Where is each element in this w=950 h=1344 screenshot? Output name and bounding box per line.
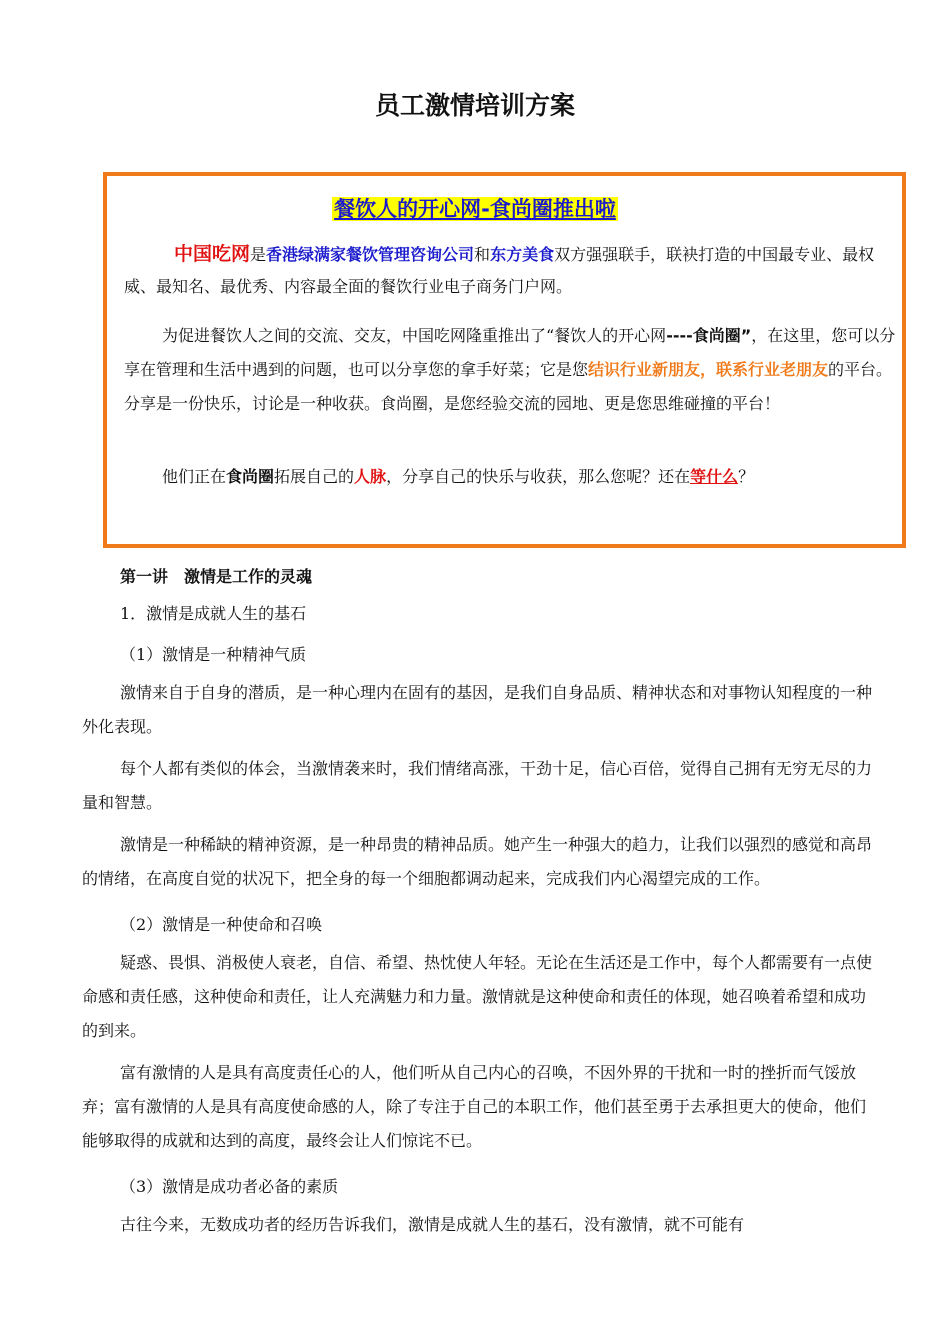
document-title: 员工激情培训方案 <box>374 91 575 120</box>
lecture-heading: 第一讲 激情是工作的灵魂 <box>120 567 313 586</box>
promo-paragraph-3: 他们正在食尚圈拓展自己的人脉，分享自己的快乐与收获，那么您呢？还在等什么？ <box>162 467 755 486</box>
promo-highlight: 结识行业新朋友，联系行业老朋友 <box>588 360 829 379</box>
subsection-heading: （3）激情是成功者必备的素质 <box>120 1177 339 1196</box>
paragraph: 激情是一种稀缺的精神资源，是一种昂贵的精神品质。她产生一种强大的趋力，让我们以强烈的感觉和高昂的情绪，在高度自觉的状况下，把全身的每一个细胞都调动起来，完成我们内心渴望完成的工作。 <box>82 835 873 888</box>
promo-keyword: 人脉 <box>354 467 387 486</box>
paragraph: 每个人都有类似的体会，当激情袭来时，我们情绪高涨，干劲十足，信心百倍，觉得自己拥有无穷无尽的力量和智慧。 <box>82 759 873 812</box>
promo-paragraph-2: 为促进餐饮人之间的交流、交友，中国吃网隆重推出了“餐饮人的开心网----食尚圈”，在这里，您可以分享在管理和生活中遇到的问题，也可以分享您的拿手好菜；它是您结识行业新朋友，联系行业老朋友的平台。分享是一份快乐，讨论是一种收获。食尚圈，是您经验交流的园地、更是您思维碰撞的平台！ <box>124 326 896 413</box>
promo-body <box>103 172 906 548</box>
paragraph: 富有激情的人是具有高度责任心的人，他们听从自己内心的召唤，不因外界的干扰和一时的挫折而气馁放弃；富有激情的人是具有高度使命感的人，除了专注于自己的本职工作，他们甚至勇于去承担更大的使命，他们能够取得的成就和达到的高度，最终会让人们惊诧不已。 <box>82 1063 867 1150</box>
promo-site-name-2: 食尚圈 <box>226 467 275 486</box>
partner-name-2: 东方美食 <box>490 245 555 264</box>
paragraph: 古往今来，无数成功者的经历告诉我们，激情是成就人生的基石，没有激情，就不可能有 <box>120 1215 745 1234</box>
document-body <box>82 560 872 1250</box>
partner-name-1: 香港绿满家餐饮管理咨询公司 <box>266 245 475 264</box>
promo-headline-link[interactable]: 餐饮人的开心网-食尚圈推出啦 <box>334 197 616 221</box>
brand-name: 中国吃网 <box>174 243 251 265</box>
subsection-heading: （2）激情是一种使命和召唤 <box>120 915 323 934</box>
paragraph: 激情来自于自身的潜质，是一种心理内在固有的基因，是我们自身品质、精神状态和对事物认知程度的一种外化表现。 <box>82 683 873 736</box>
promo-cta-link[interactable]: 等什么 <box>690 467 739 486</box>
paragraph: 疑惑、畏惧、消极使人衰老，自信、希望、热忱使人年轻。无论在生活还是工作中，每个人都需要有一点使命感和责任感，这种使命和责任，让人充满魅力和力量。激情就是这种使命和责任的体现，她召唤着希望和成功的到来。 <box>82 953 873 1040</box>
promo-paragraph-1: 中国吃网是香港绿满家餐饮管理咨询公司和东方美食双方强强联手，联袂打造的中国最专业、最权威、最知名、最优秀、内容最全面的餐饮行业电子商务门户网。 <box>124 243 875 296</box>
subsection-heading: （1）激情是一种精神气质 <box>120 645 307 664</box>
section-heading: 1．激情是成就人生的基石 <box>120 604 307 623</box>
promo-site-name: ----食尚圈” <box>666 326 752 345</box>
